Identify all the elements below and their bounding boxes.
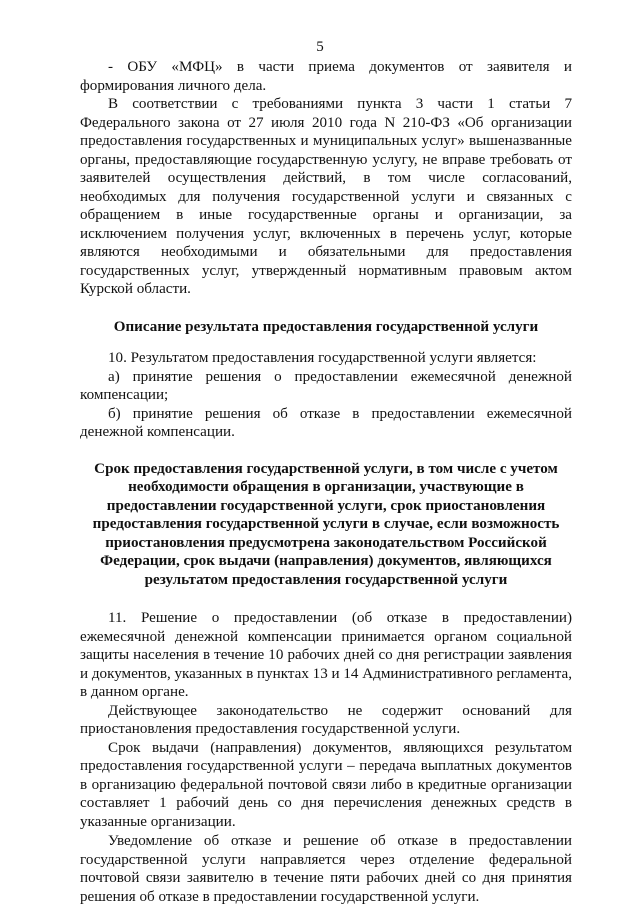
- paragraph-mfc-role: - ОБУ «МФЦ» в части приема документов от заявителя и формирования личного дела.: [80, 59, 572, 94]
- document-body: [80, 58, 572, 906]
- paragraph-item-10: 10. Результатом предоставления государственной услуги является:: [108, 350, 537, 366]
- paragraph-item-11: 11. Решение о предоставлении (об отказе в предоставлении) ежемесячной денежной компенсации принимается органом социальной защиты населения в течение 10 рабочих дней со дня регистрации заявления и документов, указанных в пунктах 13 и 14 Административного регламента, в данном органе.: [80, 610, 572, 700]
- section-heading-deadline: Срок предоставления государственной услуги, в том числе с учетом необходимости обращения в организации, участвующие в предоставлении государственной услуги, срок приостановления предоставления государственной услуги в случае, если возможность приостановления предусмотрена законодательством Российской Федерации, срок выдачи (направления) документов, являющихся результатом предоставления государственной услуги: [92, 460, 560, 588]
- section-heading-result: Описание результата предоставления государственной услуги: [113, 318, 539, 335]
- paragraph-item-10a: а) принятие решения о предоставлении ежемесячной денежной компенсации;: [80, 368, 572, 403]
- paragraph-federal-law: В соответствии с требованиями пункта 3 части 1 статьи 7 Федерального закона от 27 июля 2010 года N 210-ФЗ «Об организации предоставления государственных и муниципальных услуг» вышеназванные органы, предоставляющие государственную услугу, не вправе требовать от заявителей осуществления действий, в том числе согласований, необходимых для получения государственной услуги и связанных с обращением в иные государственные органы и организации, за исключением получения услуг, включенных в перечень услуг, которые являются необходимыми и обязательными для предоставления государственных услуг, утвержденный нормативным правовым актом Курской области.: [80, 96, 572, 297]
- page-number: 5: [316, 39, 324, 55]
- paragraph-item-10b: б) принятие решения об отказе в предоставлении ежемесячной денежной компенсации.: [80, 405, 572, 440]
- paragraph-refusal-notice: Уведомление об отказе и решение об отказе в предоставлении государственной услуги направляется через отделение федеральной почтовой связи заявителю в течение пяти рабочих дней со дня принятия решения об отказе в предоставлении государственной услуги.: [80, 833, 572, 905]
- paragraph-issue-term: Срок выдачи (направления) документов, являющихся результатом предоставления государственной услуги – передача выплатных документов в организацию федеральной почтовой связи либо в кредитные организации составляет 1 рабочий день со дня перечисления денежных средств в указанные организации.: [80, 739, 572, 830]
- paragraph-no-suspension: Действующее законодательство не содержит оснований для приостановления предоставления государственной услуги.: [80, 702, 572, 737]
